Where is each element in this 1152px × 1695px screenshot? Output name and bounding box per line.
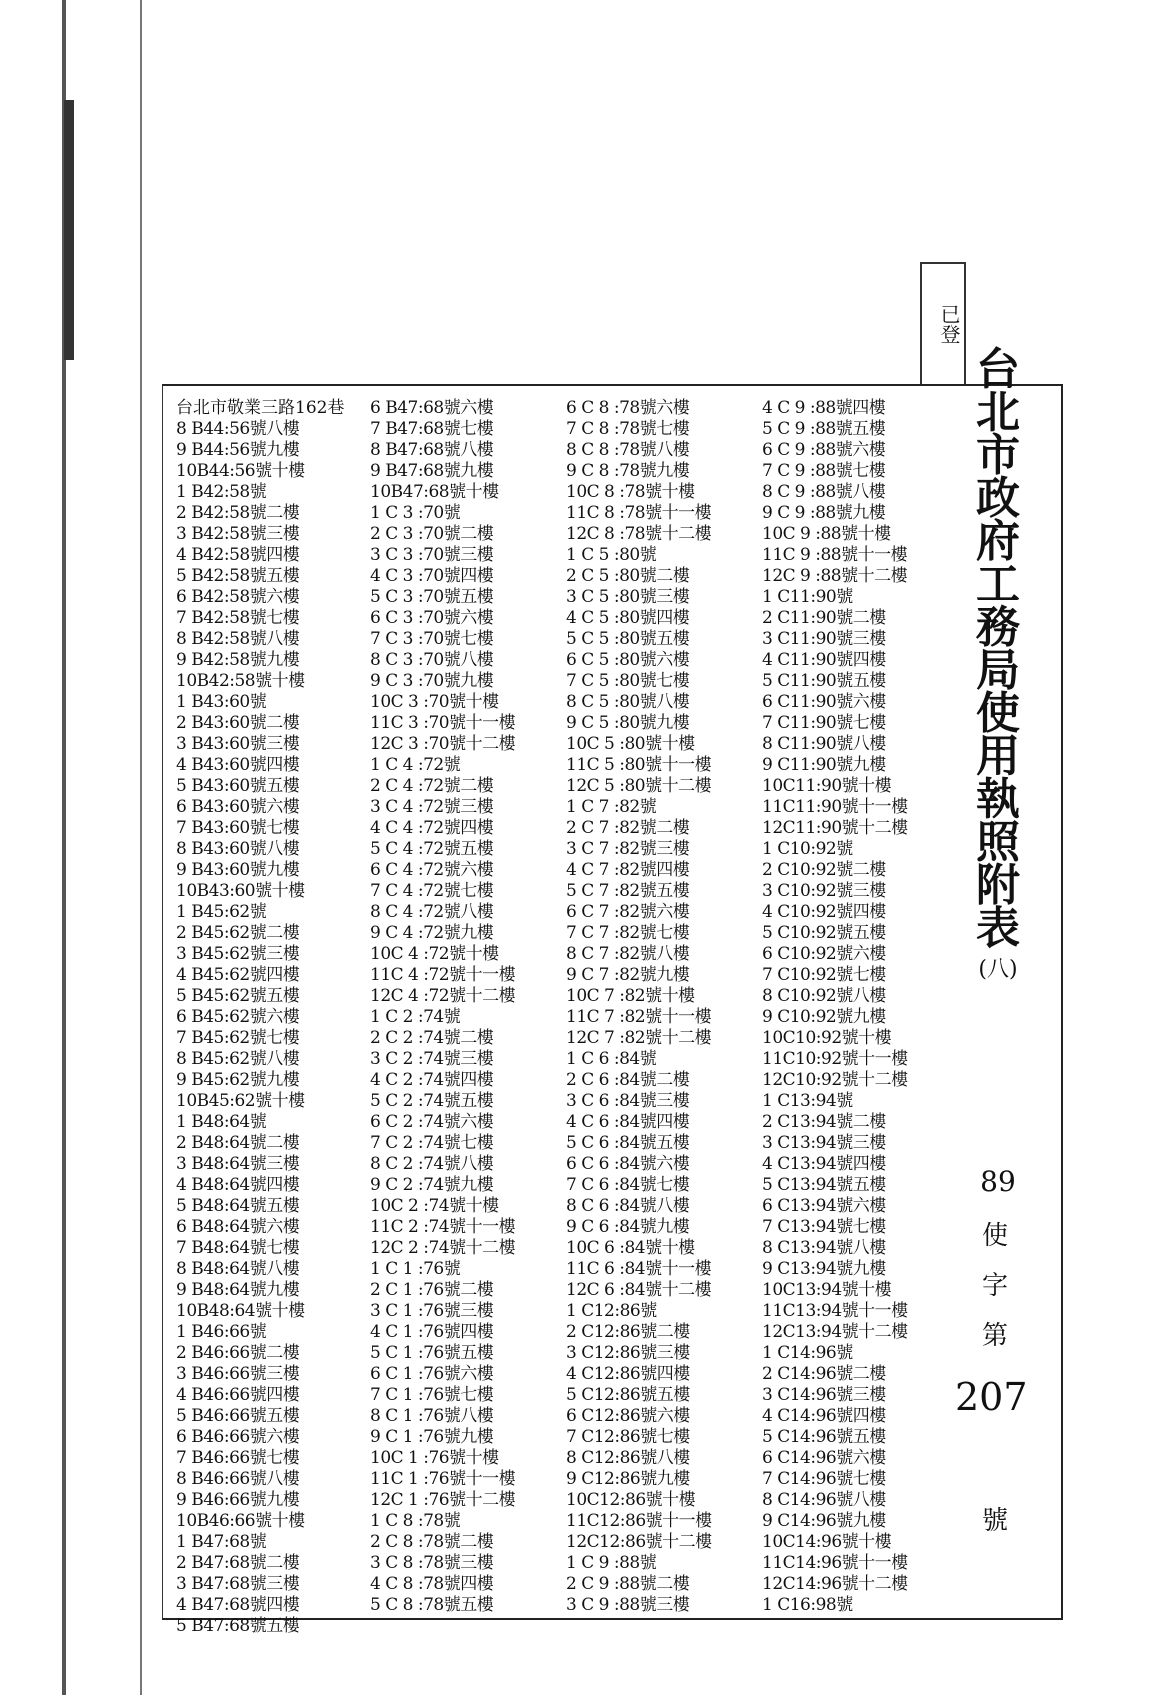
unit-entry: 8 C11:90號八樓 xyxy=(762,734,886,754)
unit-entry: 6 C 4 :72號六樓 xyxy=(370,860,494,880)
unit-entry: 1 C16:98號 xyxy=(762,1595,853,1615)
title-char: 表 xyxy=(976,903,1020,954)
title-suffix: (八) xyxy=(978,957,1018,982)
unit-entry: 2 C13:94號二樓 xyxy=(762,1112,886,1132)
unit-entry: 2 C 1 :76號二樓 xyxy=(370,1280,494,1300)
title-char: 用 xyxy=(976,731,1020,782)
unit-entry: 7 C 1 :76號七樓 xyxy=(370,1385,494,1405)
title-char: 工 xyxy=(976,559,1020,610)
unit-entry: 9 C 2 :74號九樓 xyxy=(370,1175,494,1195)
unit-entry: 1 C12:86號 xyxy=(566,1301,657,1321)
permit-char: 字 xyxy=(981,1271,1008,1301)
unit-entry: 9 B47:68號九樓 xyxy=(370,461,494,481)
unit-entry: 4 C 6 :84號四樓 xyxy=(566,1112,690,1132)
unit-entry: 7 C 6 :84號七樓 xyxy=(566,1175,690,1195)
unit-entry: 12C 4 :72號十二樓 xyxy=(370,986,516,1006)
unit-entry: 8 B44:56號八樓 xyxy=(176,419,300,439)
column-4 xyxy=(762,398,954,1616)
unit-entry: 8 C 8 :78號八樓 xyxy=(566,440,690,460)
unit-entry: 7 C13:94號七樓 xyxy=(762,1217,886,1237)
unit-entry: 11C 2 :74號十一樓 xyxy=(370,1217,516,1237)
unit-entry: 2 C 6 :84號二樓 xyxy=(566,1070,690,1090)
unit-entry: 8 C 9 :88號八樓 xyxy=(762,482,886,502)
unit-entry: 1 B47:68號 xyxy=(176,1532,267,1552)
unit-entry: 7 C14:96號七樓 xyxy=(762,1469,886,1489)
unit-entry: 1 C13:94號 xyxy=(762,1091,853,1111)
unit-entry: 7 C 4 :72號七樓 xyxy=(370,881,494,901)
unit-entry: 4 C 2 :74號四樓 xyxy=(370,1070,494,1090)
unit-entry: 3 C10:92號三樓 xyxy=(762,881,886,901)
title-char: 台 xyxy=(976,344,1020,395)
unit-entry: 2 C 9 :88號二樓 xyxy=(566,1574,690,1594)
unit-entry: 9 C14:96號九樓 xyxy=(762,1511,886,1531)
unit-entry: 8 B42:58號八樓 xyxy=(176,629,300,649)
unit-entry: 7 B42:58號七樓 xyxy=(176,608,300,628)
unit-entry: 11C 5 :80號十一樓 xyxy=(566,755,712,775)
unit-entry: 6 C 5 :80號六樓 xyxy=(566,650,690,670)
unit-entry: 5 B45:62號五樓 xyxy=(176,986,300,1006)
unit-entry: 8 C10:92號八樓 xyxy=(762,986,886,1006)
unit-entry: 4 C 9 :88號四樓 xyxy=(762,398,886,418)
unit-entry: 5 C 3 :70號五樓 xyxy=(370,587,494,607)
unit-entry: 11C10:92號十一樓 xyxy=(762,1049,908,1069)
unit-entry: 1 C11:90號 xyxy=(762,587,853,607)
unit-entry: 10C10:92號十樓 xyxy=(762,1028,892,1048)
unit-entry: 7 B45:62號七樓 xyxy=(176,1028,300,1048)
unit-entry: 6 C13:94號六樓 xyxy=(762,1196,886,1216)
unit-entry: 4 B42:58號四樓 xyxy=(176,545,300,565)
unit-entry: 10C 5 :80號十樓 xyxy=(566,734,695,754)
unit-entry: 3 C 9 :88號三樓 xyxy=(566,1595,690,1615)
column-1 xyxy=(176,398,368,1637)
unit-entry: 7 C 2 :74號七樓 xyxy=(370,1133,494,1153)
unit-entry: 11C14:96號十一樓 xyxy=(762,1553,908,1573)
unit-entry: 4 C 4 :72號四樓 xyxy=(370,818,494,838)
unit-entry: 6 C12:86號六樓 xyxy=(566,1406,690,1426)
unit-entry: 10C14:96號十樓 xyxy=(762,1532,892,1552)
title-char: 局 xyxy=(976,645,1020,696)
unit-entry: 11C 6 :84號十一樓 xyxy=(566,1259,712,1279)
title-char: 市 xyxy=(976,430,1020,481)
unit-entry: 1 B42:58號 xyxy=(176,482,267,502)
unit-entry: 6 C14:96號六樓 xyxy=(762,1448,886,1468)
unit-entry: 5 C10:92號五樓 xyxy=(762,923,886,943)
unit-entry: 3 C 8 :78號三樓 xyxy=(370,1553,494,1573)
unit-entry: 1 C 6 :84號 xyxy=(566,1049,657,1069)
unit-entry: 10B46:66號十樓 xyxy=(176,1511,305,1531)
unit-entry: 11C12:86號十一樓 xyxy=(566,1511,712,1531)
unit-entry: 1 C 7 :82號 xyxy=(566,797,657,817)
unit-entry: 9 B46:66號九樓 xyxy=(176,1490,300,1510)
unit-entry: 8 C 4 :72號八樓 xyxy=(370,902,494,922)
unit-entry: 6 B46:66號六樓 xyxy=(176,1427,300,1447)
unit-entry: 7 C 8 :78號七樓 xyxy=(566,419,690,439)
unit-entry: 10B44:56號十樓 xyxy=(176,461,305,481)
unit-entry: 3 C14:96號三樓 xyxy=(762,1385,886,1405)
unit-entry: 8 B47:68號八樓 xyxy=(370,440,494,460)
unit-entry: 8 C13:94號八樓 xyxy=(762,1238,886,1258)
unit-entry: 10C 4 :72號十樓 xyxy=(370,944,499,964)
unit-entry: 5 B42:58號五樓 xyxy=(176,566,300,586)
unit-entry: 12C 5 :80號十二樓 xyxy=(566,776,712,796)
unit-entry: 7 C11:90號七樓 xyxy=(762,713,886,733)
unit-entry: 3 C 3 :70號三樓 xyxy=(370,545,494,565)
unit-entry: 1 B45:62號 xyxy=(176,902,267,922)
unit-entry: 10B42:58號十樓 xyxy=(176,671,305,691)
unit-entry: 9 C10:92號九樓 xyxy=(762,1007,886,1027)
unit-entry: 6 B47:68號六樓 xyxy=(370,398,494,418)
unit-entry: 9 C 8 :78號九樓 xyxy=(566,461,690,481)
title-char: 府 xyxy=(976,516,1020,567)
unit-entry: 4 C12:86號四樓 xyxy=(566,1364,690,1384)
unit-entry: 6 C 7 :82號六樓 xyxy=(566,902,690,922)
unit-entry: 5 C14:96號五樓 xyxy=(762,1427,886,1447)
unit-entry: 5 B43:60號五樓 xyxy=(176,776,300,796)
unit-entry: 4 C14:96號四樓 xyxy=(762,1406,886,1426)
unit-entry: 4 C 3 :70號四樓 xyxy=(370,566,494,586)
unit-entry: 10C13:94號十樓 xyxy=(762,1280,892,1300)
unit-entry: 6 B48:64號六樓 xyxy=(176,1217,300,1237)
unit-entry: 9 C13:94號九樓 xyxy=(762,1259,886,1279)
unit-entry: 3 B45:62號三樓 xyxy=(176,944,300,964)
unit-entry: 8 C14:96號八樓 xyxy=(762,1490,886,1510)
unit-entry: 2 C 5 :80號二樓 xyxy=(566,566,690,586)
unit-entry: 2 C 8 :78號二樓 xyxy=(370,1532,494,1552)
unit-entry: 8 C 1 :76號八樓 xyxy=(370,1406,494,1426)
unit-entry: 8 B48:64號八樓 xyxy=(176,1259,300,1279)
unit-entry: 10B47:68號十樓 xyxy=(370,482,499,502)
unit-entry: 7 C 5 :80號七樓 xyxy=(566,671,690,691)
unit-entry: 4 B45:62號四樓 xyxy=(176,965,300,985)
unit-entry: 8 C 7 :82號八樓 xyxy=(566,944,690,964)
unit-entry: 1 C 4 :72號 xyxy=(370,755,461,775)
unit-entry: 3 C 5 :80號三樓 xyxy=(566,587,690,607)
unit-entry: 3 B42:58號三樓 xyxy=(176,524,300,544)
unit-entry: 4 C11:90號四樓 xyxy=(762,650,886,670)
title-char: 照 xyxy=(976,817,1020,868)
permit-number-suffix: 號 xyxy=(981,1506,1008,1536)
unit-entry: 9 C12:86號九樓 xyxy=(566,1469,690,1489)
unit-entry: 5 C 4 :72號五樓 xyxy=(370,839,494,859)
permit-year: 89 xyxy=(980,1165,1016,1198)
unit-entry: 3 C12:86號三樓 xyxy=(566,1343,690,1363)
unit-entry: 4 C 8 :78號四樓 xyxy=(370,1574,494,1594)
unit-entry: 3 C 1 :76號三樓 xyxy=(370,1301,494,1321)
unit-entry: 8 C 2 :74號八樓 xyxy=(370,1154,494,1174)
unit-entry: 6 C 2 :74號六樓 xyxy=(370,1112,494,1132)
unit-entry: 3 B48:64號三樓 xyxy=(176,1154,300,1174)
unit-entry: 10C 3 :70號十樓 xyxy=(370,692,499,712)
unit-entry: 2 C 3 :70號二樓 xyxy=(370,524,494,544)
unit-entry: 2 C10:92號二樓 xyxy=(762,860,886,880)
unit-entry: 2 B46:66號二樓 xyxy=(176,1343,300,1363)
unit-entry: 11C13:94號十一樓 xyxy=(762,1301,908,1321)
unit-entry: 12C10:92號十二樓 xyxy=(762,1070,908,1090)
unit-entry: 10C 7 :82號十樓 xyxy=(566,986,695,1006)
title-char: 附 xyxy=(976,860,1020,911)
document-title xyxy=(968,344,1028,983)
unit-entry: 3 C 4 :72號三樓 xyxy=(370,797,494,817)
unit-entry: 5 C11:90號五樓 xyxy=(762,671,886,691)
unit-entry: 12C11:90號十二樓 xyxy=(762,818,908,838)
unit-entry: 12C14:96號十二樓 xyxy=(762,1574,908,1594)
unit-entry: 7 B43:60號七樓 xyxy=(176,818,300,838)
unit-entry: 2 C12:86號二樓 xyxy=(566,1322,690,1342)
unit-entry: 1 B48:64號 xyxy=(176,1112,267,1132)
unit-entry: 4 B47:68號四樓 xyxy=(176,1595,300,1615)
unit-entry: 2 C11:90號二樓 xyxy=(762,608,886,628)
unit-entry: 6 B42:58號六樓 xyxy=(176,587,300,607)
title-char: 執 xyxy=(976,774,1020,825)
unit-entry: 9 C 4 :72號九樓 xyxy=(370,923,494,943)
unit-entry: 9 B48:64號九樓 xyxy=(176,1280,300,1300)
unit-entry: 8 C 6 :84號八樓 xyxy=(566,1196,690,1216)
unit-entry: 10C 9 :88號十樓 xyxy=(762,524,891,544)
unit-entry: 8 C12:86號八樓 xyxy=(566,1448,690,1468)
unit-entry: 12C 2 :74號十二樓 xyxy=(370,1238,516,1258)
unit-entry: 12C 8 :78號十二樓 xyxy=(566,524,712,544)
unit-entry: 12C 9 :88號十二樓 xyxy=(762,566,908,586)
unit-entry: 10C 2 :74號十樓 xyxy=(370,1196,499,1216)
unit-entry: 5 C13:94號五樓 xyxy=(762,1175,886,1195)
unit-entry: 5 B48:64號五樓 xyxy=(176,1196,300,1216)
unit-entry: 5 C12:86號五樓 xyxy=(566,1385,690,1405)
permit-char: 第 xyxy=(981,1321,1008,1351)
unit-entry: 6 C 6 :84號六樓 xyxy=(566,1154,690,1174)
unit-entry: 10B48:64號十樓 xyxy=(176,1301,305,1321)
unit-entry: 6 C 3 :70號六樓 xyxy=(370,608,494,628)
unit-entry: 9 C 1 :76號九樓 xyxy=(370,1427,494,1447)
unit-entry: 2 C 2 :74號二樓 xyxy=(370,1028,494,1048)
unit-entry: 7 B47:68號七樓 xyxy=(370,419,494,439)
unit-entry: 4 B48:64號四樓 xyxy=(176,1175,300,1195)
unit-entry: 2 C 7 :82號二樓 xyxy=(566,818,690,838)
unit-entry: 10C 6 :84號十樓 xyxy=(566,1238,695,1258)
unit-entry: 3 C 7 :82號三樓 xyxy=(566,839,690,859)
unit-entry: 12C12:86號十二樓 xyxy=(566,1532,712,1552)
unit-entry: 9 B43:60號九樓 xyxy=(176,860,300,880)
unit-entry: 4 C10:92號四樓 xyxy=(762,902,886,922)
unit-entry: 10C12:86號十樓 xyxy=(566,1490,696,1510)
unit-entry: 11C11:90號十一樓 xyxy=(762,797,908,817)
unit-entry: 9 C11:90號九樓 xyxy=(762,755,886,775)
unit-entry: 7 B46:66號七樓 xyxy=(176,1448,300,1468)
unit-entry: 2 B48:64號二樓 xyxy=(176,1133,300,1153)
unit-entry: 2 C14:96號二樓 xyxy=(762,1364,886,1384)
unit-entry: 5 C 1 :76號五樓 xyxy=(370,1343,494,1363)
unit-entry: 6 C 9 :88號六樓 xyxy=(762,440,886,460)
unit-entry: 5 B47:68號五樓 xyxy=(176,1616,300,1636)
unit-entry: 1 C 5 :80號 xyxy=(566,545,657,565)
unit-entry: 1 C 1 :76號 xyxy=(370,1259,461,1279)
unit-entry: 6 C11:90號六樓 xyxy=(762,692,886,712)
unit-entry: 11C 7 :82號十一樓 xyxy=(566,1007,712,1027)
column-2 xyxy=(370,398,562,1616)
unit-entry: 5 C 5 :80號五樓 xyxy=(566,629,690,649)
unit-entry: 1 C 8 :78號 xyxy=(370,1511,461,1531)
unit-entry: 6 B43:60號六樓 xyxy=(176,797,300,817)
unit-entry: 5 C 8 :78號五樓 xyxy=(370,1595,494,1615)
unit-entry: 8 C 5 :80號八樓 xyxy=(566,692,690,712)
unit-entry: 4 B43:60號四樓 xyxy=(176,755,300,775)
unit-entry: 12C 1 :76號十二樓 xyxy=(370,1490,516,1510)
unit-entry: 4 C13:94號四樓 xyxy=(762,1154,886,1174)
unit-entry: 11C 1 :76號十一樓 xyxy=(370,1469,516,1489)
unit-entry: 2 B43:60號二樓 xyxy=(176,713,300,733)
unit-entry: 10C11:90號十樓 xyxy=(762,776,892,796)
unit-entry: 7 C12:86號七樓 xyxy=(566,1427,690,1447)
unit-entry: 1 C14:96號 xyxy=(762,1343,853,1363)
unit-entry: 5 C 9 :88號五樓 xyxy=(762,419,886,439)
unit-entry: 9 C 9 :88號九樓 xyxy=(762,503,886,523)
unit-entry: 11C 4 :72號十一樓 xyxy=(370,965,516,985)
unit-entry: 2 B47:68號二樓 xyxy=(176,1553,300,1573)
unit-entry: 4 C 7 :82號四樓 xyxy=(566,860,690,880)
unit-entry: 7 C 9 :88號七樓 xyxy=(762,461,886,481)
unit-entry: 8 B46:66號八樓 xyxy=(176,1469,300,1489)
unit-entry: 12C13:94號十二樓 xyxy=(762,1322,908,1342)
unit-entry: 1 C10:92號 xyxy=(762,839,853,859)
unit-entry: 11C 3 :70號十一樓 xyxy=(370,713,516,733)
unit-entry: 1 C 2 :74號 xyxy=(370,1007,461,1027)
unit-entry: 10B43:60號十樓 xyxy=(176,881,305,901)
unit-entry: 9 C 5 :80號九樓 xyxy=(566,713,690,733)
address-heading: 台北市敬業三路162巷 xyxy=(176,398,345,418)
unit-entry: 2 B45:62號二樓 xyxy=(176,923,300,943)
unit-entry: 7 C10:92號七樓 xyxy=(762,965,886,985)
unit-entry: 3 C 6 :84號三樓 xyxy=(566,1091,690,1111)
title-char: 北 xyxy=(976,387,1020,438)
unit-entry: 2 C 4 :72號二樓 xyxy=(370,776,494,796)
unit-entry: 7 B48:64號七樓 xyxy=(176,1238,300,1258)
unit-entry: 12C 6 :84號十二樓 xyxy=(566,1280,712,1300)
unit-entry: 3 B47:68號三樓 xyxy=(176,1574,300,1594)
unit-entry: 10B45:62號十樓 xyxy=(176,1091,305,1111)
unit-entry: 11C 9 :88號十一樓 xyxy=(762,545,908,565)
unit-entry: 3 C13:94號三樓 xyxy=(762,1133,886,1153)
permit-number: 207 xyxy=(955,1375,1028,1419)
unit-entry: 7 C 3 :70號七樓 xyxy=(370,629,494,649)
unit-entry: 9 C 7 :82號九樓 xyxy=(566,965,690,985)
unit-entry: 3 B46:66號三樓 xyxy=(176,1364,300,1384)
unit-entry: 3 B43:60號三樓 xyxy=(176,734,300,754)
unit-entry: 5 C 7 :82號五樓 xyxy=(566,881,690,901)
registration-stamp: 已登 xyxy=(920,262,966,386)
unit-entry: 5 C 6 :84號五樓 xyxy=(566,1133,690,1153)
unit-entry: 1 B46:66號 xyxy=(176,1322,267,1342)
unit-entry: 11C 8 :78號十一樓 xyxy=(566,503,712,523)
unit-entry: 12C 7 :82號十二樓 xyxy=(566,1028,712,1048)
unit-entry: 5 B46:66號五樓 xyxy=(176,1406,300,1426)
unit-entry: 10C 1 :76號十樓 xyxy=(370,1448,499,1468)
unit-entry: 1 B43:60號 xyxy=(176,692,267,712)
unit-entry: 6 C 1 :76號六樓 xyxy=(370,1364,494,1384)
unit-entry: 3 C 2 :74號三樓 xyxy=(370,1049,494,1069)
unit-entry: 8 B45:62號八樓 xyxy=(176,1049,300,1069)
unit-entry: 9 B42:58號九樓 xyxy=(176,650,300,670)
scan-edge-line-2 xyxy=(140,0,142,1695)
unit-entry: 8 C 3 :70號八樓 xyxy=(370,650,494,670)
unit-entry: 9 B45:62號九樓 xyxy=(176,1070,300,1090)
unit-entry: 10C 8 :78號十樓 xyxy=(566,482,695,502)
unit-entry: 7 C 7 :82號七樓 xyxy=(566,923,690,943)
unit-entry: 9 C 6 :84號九樓 xyxy=(566,1217,690,1237)
unit-entry: 8 B43:60號八樓 xyxy=(176,839,300,859)
unit-entry: 9 C 3 :70號九樓 xyxy=(370,671,494,691)
unit-entry: 2 B42:58號二樓 xyxy=(176,503,300,523)
permit-char: 使 xyxy=(981,1221,1008,1251)
unit-entry: 4 C 1 :76號四樓 xyxy=(370,1322,494,1342)
unit-entry: 1 C 3 :70號 xyxy=(370,503,461,523)
unit-entry: 9 B44:56號九樓 xyxy=(176,440,300,460)
unit-entry: 6 B45:62號六樓 xyxy=(176,1007,300,1027)
title-char: 務 xyxy=(976,602,1020,653)
unit-entry: 6 C10:92號六樓 xyxy=(762,944,886,964)
unit-entry: 12C 3 :70號十二樓 xyxy=(370,734,516,754)
unit-entry: 5 C 2 :74號五樓 xyxy=(370,1091,494,1111)
unit-entry: 3 C11:90號三樓 xyxy=(762,629,886,649)
unit-entry: 1 C 9 :88號 xyxy=(566,1553,657,1573)
unit-entry: 4 B46:66號四樓 xyxy=(176,1385,300,1405)
unit-entry: 6 C 8 :78號六樓 xyxy=(566,398,690,418)
title-char: 使 xyxy=(976,688,1020,739)
title-char: 政 xyxy=(976,473,1020,524)
scan-edge-mark xyxy=(64,100,74,360)
unit-entry: 4 C 5 :80號四樓 xyxy=(566,608,690,628)
column-3 xyxy=(566,398,758,1616)
